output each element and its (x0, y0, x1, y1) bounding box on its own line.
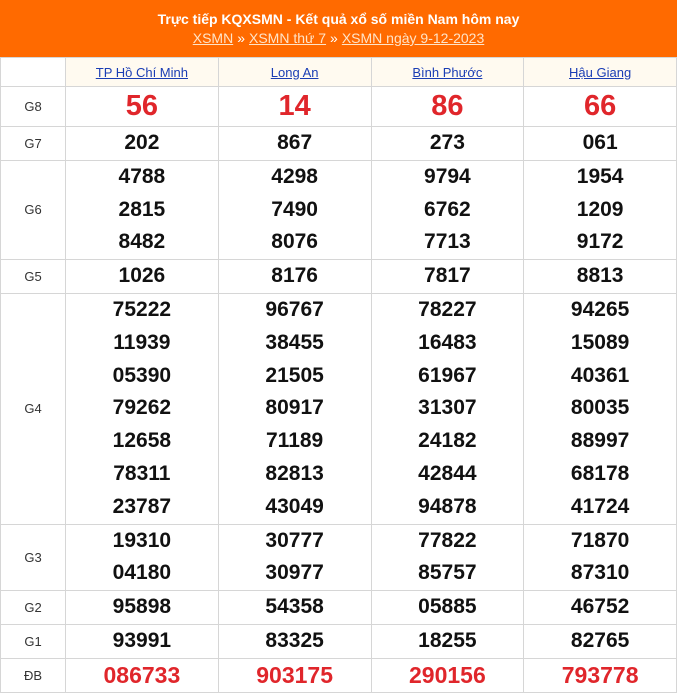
province-link-binh-phuoc[interactable]: Bình Phước (412, 64, 483, 80)
prize-number: 15089 (570, 330, 630, 354)
prize-number: 79262 (112, 396, 172, 420)
prize-number: 78227 (418, 297, 477, 321)
prize-cell (371, 591, 524, 625)
prize-cell (524, 591, 677, 625)
prize-number: 38455 (265, 330, 324, 354)
prize-number: 46752 (570, 595, 630, 619)
prize-cell (524, 260, 677, 294)
prize-number: 6762 (424, 197, 471, 221)
province-header (66, 58, 219, 87)
prize-number: 202 (124, 131, 160, 154)
prize-cell (66, 658, 219, 692)
prize-cell (218, 524, 371, 591)
prize-number: 31307 (418, 396, 477, 420)
prize-cell (66, 293, 219, 524)
prize-cell (371, 87, 524, 127)
prize-cell (66, 160, 219, 259)
prize-cell (371, 624, 524, 658)
prize-cell (371, 524, 524, 591)
prize-number: 80917 (265, 396, 324, 420)
prize-number: 68178 (570, 461, 630, 485)
prize-number: 56 (125, 90, 158, 123)
prize-number: 88997 (570, 429, 630, 453)
prize-number: 1209 (576, 197, 624, 221)
prize-cell (218, 87, 371, 127)
prize-cell (524, 127, 677, 161)
province-header (371, 58, 524, 87)
prize-cell (66, 87, 219, 127)
prize-number: 290156 (409, 661, 486, 688)
prize-number: 2815 (118, 197, 166, 221)
prize-label: G2 (1, 591, 66, 625)
prize-number: 94878 (418, 494, 477, 518)
prize-number: 4298 (271, 164, 318, 188)
prize-number: 75222 (112, 297, 172, 321)
prize-cell (524, 293, 677, 524)
prize-number: 80035 (570, 396, 630, 420)
prize-cell (371, 260, 524, 294)
prize-number: 43049 (265, 494, 324, 518)
prize-number: 05390 (112, 363, 172, 387)
prize-number: 93991 (112, 628, 172, 652)
prize-cell (218, 591, 371, 625)
prize-number: 8482 (118, 230, 166, 254)
prize-number: 24182 (418, 429, 477, 453)
prize-cell (66, 624, 219, 658)
prize-cell (218, 127, 371, 161)
prize-number: 42844 (418, 461, 477, 485)
prize-cell (66, 524, 219, 591)
breadcrumb (0, 29, 677, 47)
prize-number: 41724 (570, 494, 630, 518)
prize-number: 18255 (418, 628, 477, 652)
prize-number: 77822 (418, 528, 477, 552)
prize-number: 9794 (424, 164, 471, 188)
prize-number: 8176 (271, 264, 318, 288)
prize-number: 11939 (113, 330, 171, 354)
prize-cell (218, 260, 371, 294)
prize-label: G8 (1, 87, 66, 127)
prize-row-g6 (1, 160, 677, 259)
results-table (0, 57, 677, 693)
prize-number: 21505 (265, 363, 324, 387)
prize-number: 96767 (265, 297, 324, 321)
prize-number: 4788 (118, 164, 166, 188)
prize-label: G5 (1, 260, 66, 294)
prize-number: 14 (278, 90, 311, 123)
prize-label: G7 (1, 127, 66, 161)
prize-number: 9172 (576, 230, 624, 254)
prize-number: 903175 (256, 661, 333, 688)
prize-row-g7 (1, 127, 677, 161)
prize-number: 1954 (576, 164, 624, 188)
prize-number: 7490 (271, 197, 318, 221)
prize-number: 95898 (112, 595, 172, 619)
prize-number: 30777 (265, 528, 324, 552)
prize-row-g2 (1, 591, 677, 625)
prize-cell (218, 658, 371, 692)
prize-cell (524, 524, 677, 591)
page-header (0, 0, 677, 57)
prize-number: 82813 (265, 461, 324, 485)
prize-number: 85757 (418, 561, 477, 585)
prize-number: 1026 (118, 264, 166, 288)
prize-number: 78311 (113, 461, 171, 485)
prize-number: 40361 (570, 363, 630, 387)
prize-cell (371, 160, 524, 259)
breadcrumb-xsmn-date[interactable]: XSMN ngày 9-12-2023 (341, 30, 485, 46)
prize-number: 23787 (112, 494, 172, 518)
prize-number: 94265 (570, 297, 630, 321)
prize-number: 54358 (265, 595, 324, 619)
prize-number: 16483 (418, 330, 477, 354)
prize-label: ĐB (1, 658, 66, 692)
page-title: Trực tiếp KQXSMN - Kết quả xổ số miền Nam hôm nay (157, 11, 520, 27)
prize-number: 273 (429, 131, 465, 154)
prize-number: 87310 (570, 561, 630, 585)
province-header (218, 58, 371, 87)
prize-label: G4 (1, 293, 66, 524)
prize-number: 8076 (271, 230, 318, 254)
prize-cell (218, 160, 371, 259)
prize-number: 86 (431, 90, 464, 123)
prize-number: 12658 (112, 429, 172, 453)
prize-cell (66, 127, 219, 161)
prize-number: 66 (583, 90, 617, 123)
province-link-hau-giang[interactable]: Hậu Giang (569, 64, 632, 80)
prize-number: 8813 (576, 264, 624, 288)
prize-number: 793778 (561, 661, 639, 688)
prize-row-g5 (1, 260, 677, 294)
breadcrumb-separator: » (330, 30, 338, 46)
province-link-long-an[interactable]: Long An (270, 64, 319, 80)
prize-cell (218, 624, 371, 658)
prize-cell (524, 658, 677, 692)
prize-cell (66, 260, 219, 294)
prize-cell (524, 87, 677, 127)
prize-number: 086733 (103, 661, 181, 688)
province-link-hcm[interactable]: TP Hồ Chí Minh (95, 64, 188, 80)
prize-label: G6 (1, 160, 66, 259)
breadcrumb-xsmn[interactable]: XSMN (192, 30, 234, 46)
breadcrumb-separator: » (237, 30, 245, 46)
prize-number: 30977 (265, 561, 324, 585)
prize-number: 71870 (570, 528, 630, 552)
prize-number: 71189 (266, 429, 324, 453)
province-header (524, 58, 677, 87)
prize-number: 061 (582, 131, 618, 154)
prize-label: G1 (1, 624, 66, 658)
prize-cell (371, 293, 524, 524)
corner-cell (1, 58, 66, 87)
prize-row-g8 (1, 87, 677, 127)
prize-cell (371, 658, 524, 692)
prize-label: G3 (1, 524, 66, 591)
prize-number: 19310 (112, 528, 172, 552)
prize-number: 61967 (418, 363, 477, 387)
prize-number: 867 (277, 131, 313, 154)
prize-number: 82765 (570, 628, 630, 652)
prize-number: 7713 (424, 230, 471, 254)
breadcrumb-xsmn-thu-7[interactable]: XSMN thứ 7 (248, 30, 327, 46)
prize-number: 05885 (418, 595, 477, 619)
prize-row-đb (1, 658, 677, 692)
prize-number: 04180 (112, 561, 172, 585)
prize-cell (371, 127, 524, 161)
prize-cell (524, 160, 677, 259)
prize-cell (66, 591, 219, 625)
prize-row-g3 (1, 524, 677, 591)
prize-number: 83325 (265, 628, 324, 652)
prize-number: 7817 (424, 264, 471, 288)
prize-row-g4 (1, 293, 677, 524)
prize-cell (524, 624, 677, 658)
prize-row-g1 (1, 624, 677, 658)
province-header-row (1, 58, 677, 87)
prize-cell (218, 293, 371, 524)
